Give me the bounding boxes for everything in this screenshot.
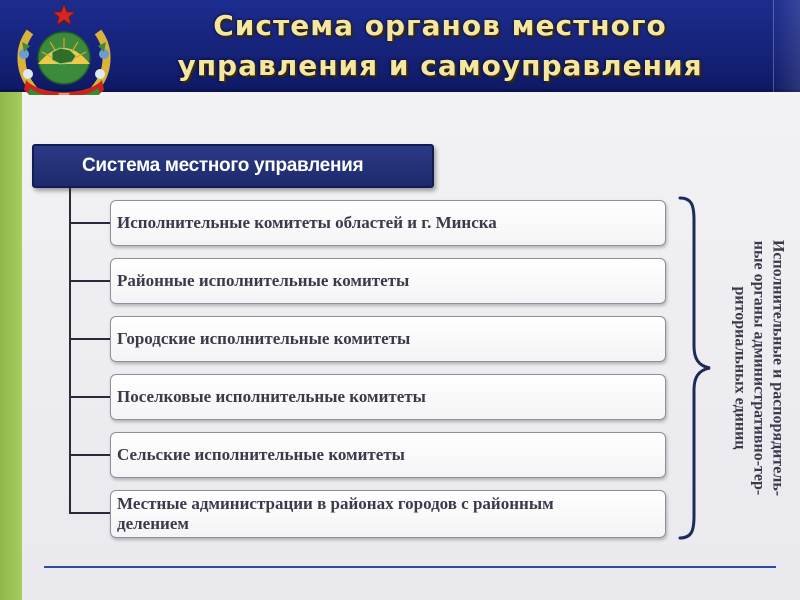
diagram-node-label-continued: делением [117, 514, 189, 533]
tree-trunk-line [69, 188, 71, 514]
root-node: Система местного управления [32, 144, 434, 188]
belarus-coat-of-arms-icon [10, 2, 118, 106]
tree-branch-line [69, 338, 111, 340]
page-title-line2: управления и самоуправления [177, 49, 703, 82]
diagram-node [110, 316, 666, 362]
diagram-node [110, 200, 666, 246]
header-edge-line [773, 0, 774, 92]
diagram-node-label: Местные администрации в районах городов с районным [117, 494, 554, 513]
brace-svg [676, 196, 716, 540]
header-corner-shade [770, 0, 800, 92]
tree-branch-line [69, 512, 111, 514]
diagram-node-label: Сельские исполнительные комитеты [117, 445, 405, 464]
diagram-node-label: Районные исполнительные комитеты [117, 271, 410, 290]
diagram-node [110, 490, 666, 538]
tree-branch-line [69, 280, 111, 282]
side-label-text [731, 200, 788, 536]
side-label [718, 200, 800, 536]
side-label-line3: риториальных единиц [731, 286, 749, 450]
diagram-node [110, 432, 666, 478]
page-title-line1: Система органов местного [213, 9, 667, 42]
diagram-node-label: Поселковые исполнительные комитеты [117, 387, 426, 406]
page-title [130, 6, 750, 86]
grouping-brace-icon [676, 196, 716, 540]
diagram-node [110, 374, 666, 420]
side-label-line2: ные органы административно-тер- [750, 240, 768, 496]
tree-branch-line [69, 396, 111, 398]
bottom-divider [44, 566, 776, 568]
diagram-node [110, 258, 666, 304]
diagram-node-label: Исполнительные комитеты областей и г. Минска [117, 213, 497, 232]
emblem-svg [10, 2, 118, 106]
diagram-node-label: Городские исполнительные комитеты [117, 329, 411, 348]
tree-branch-line [69, 454, 111, 456]
side-label-line1: Исполнительные и распорядитель- [769, 239, 787, 497]
tree-branch-line [69, 222, 111, 224]
